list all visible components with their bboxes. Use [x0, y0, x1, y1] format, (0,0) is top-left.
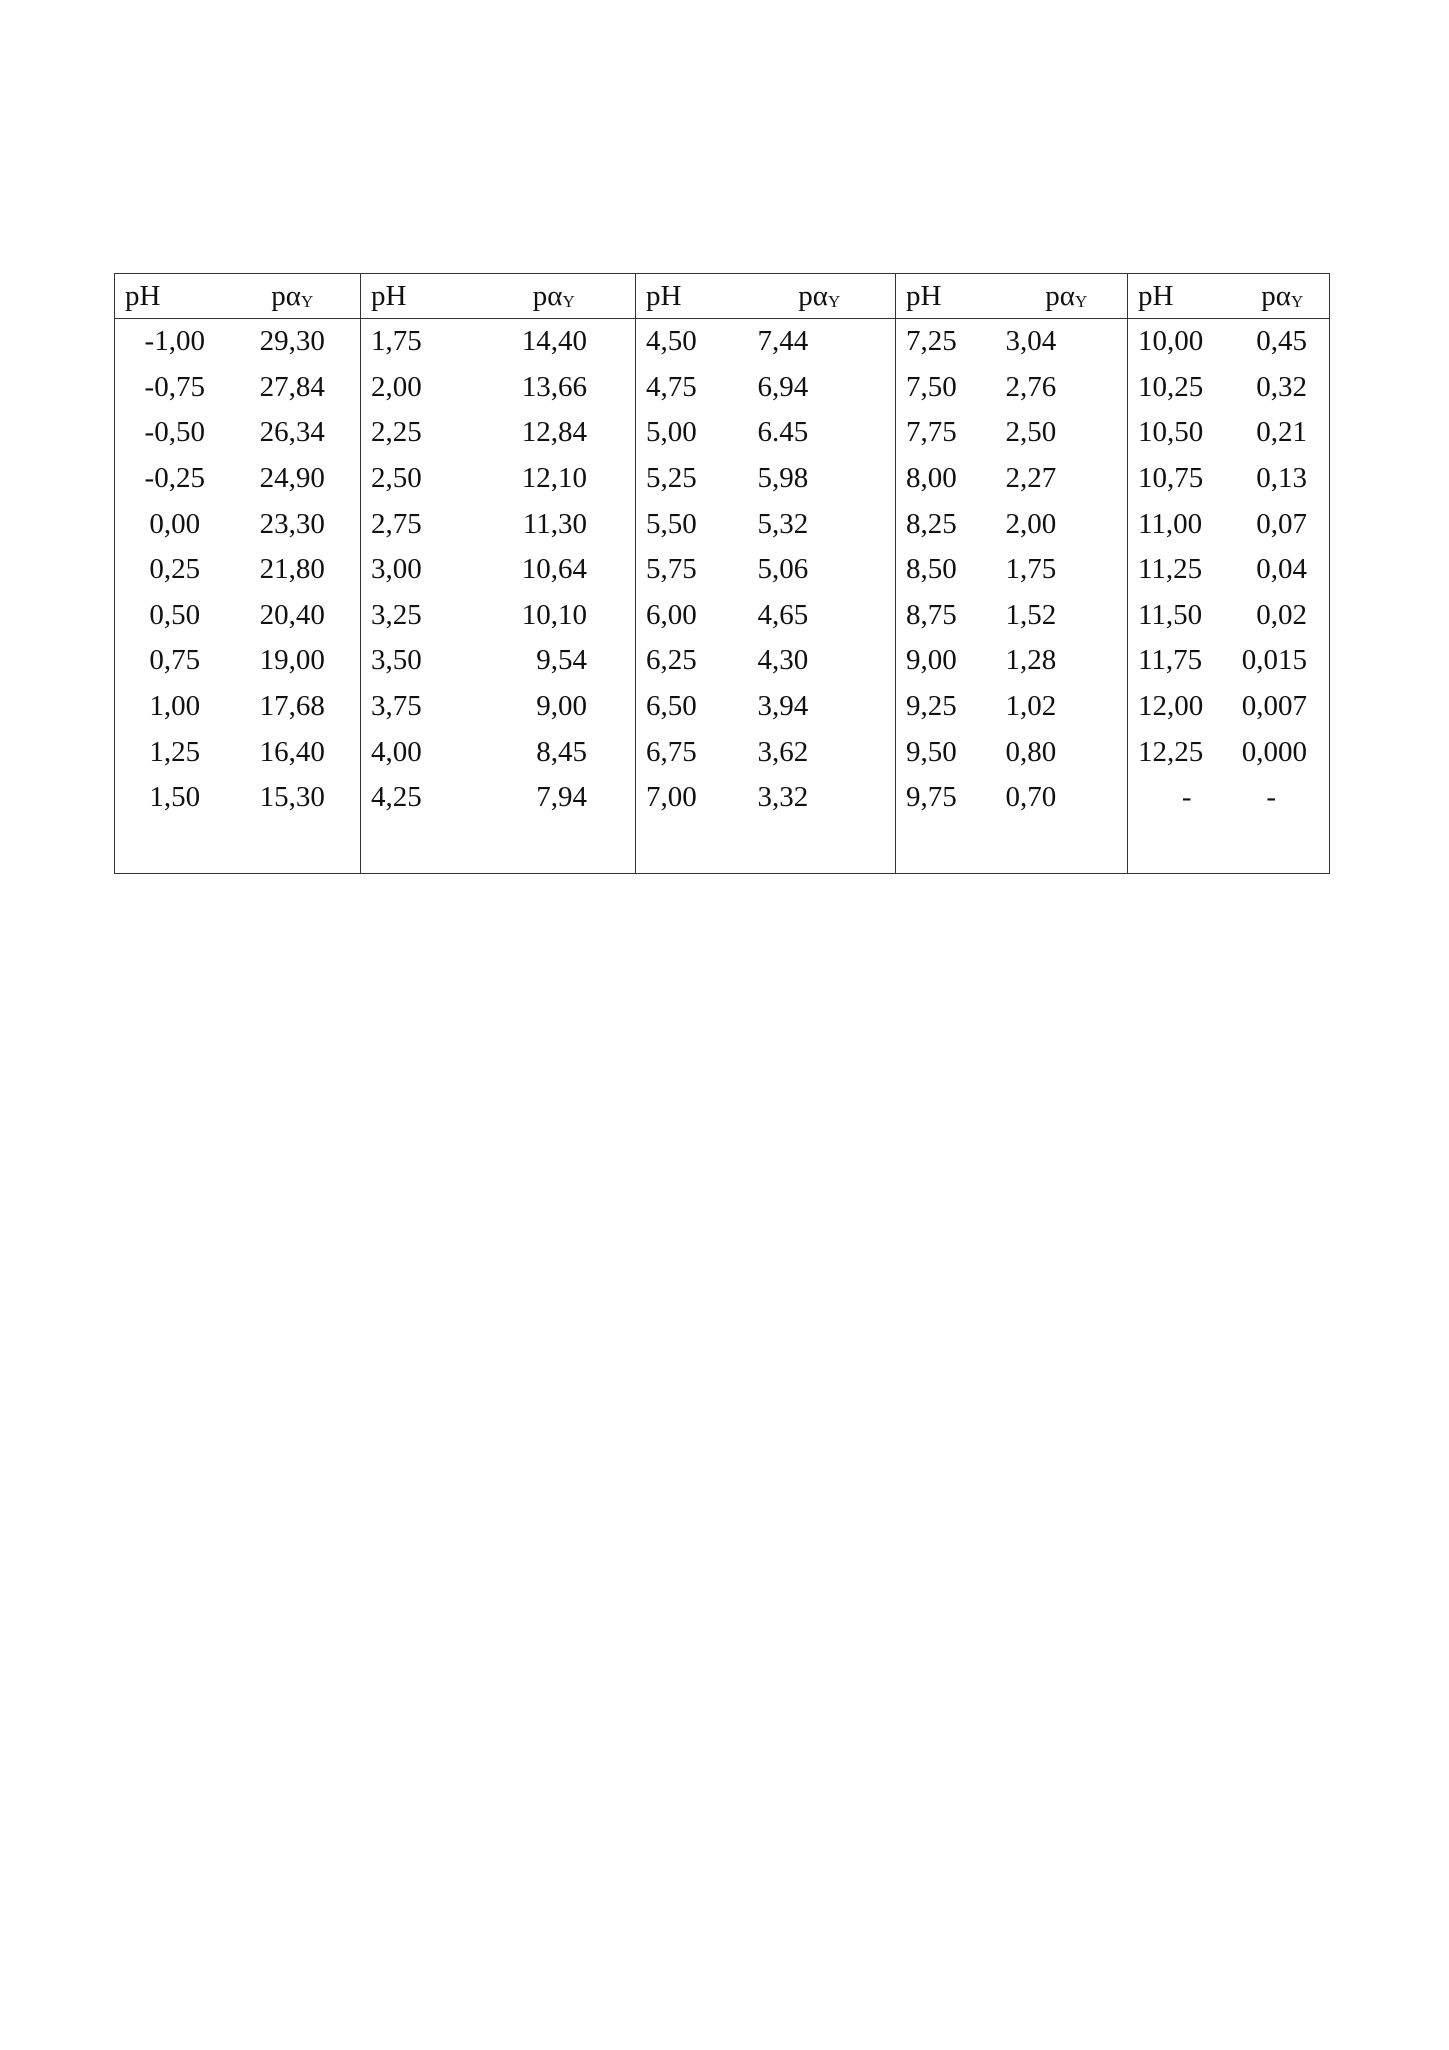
ph-value-cell: 6,25 — [636, 638, 744, 684]
header-ph-5: pH — [1128, 274, 1236, 319]
header-palpha-2 — [473, 274, 636, 319]
ph-value-cell: 2,00 — [361, 365, 473, 411]
palpha-value-cell: 0,13 — [1236, 456, 1330, 502]
ph-value-cell: 10,75 — [1128, 456, 1236, 502]
palpha-value-cell: 1,52 — [1005, 598, 1057, 631]
ph-value-cell: 4,25 — [361, 775, 473, 821]
ph-value-cell: 12,25 — [1128, 729, 1236, 775]
ph-value-cell: 9,00 — [896, 638, 1006, 684]
spacer-cell — [744, 821, 896, 874]
ph-value-cell: 2,25 — [361, 410, 473, 456]
ph-value-cell: 1,25 — [115, 729, 225, 775]
palpha-value-cell: 0,07 — [1236, 501, 1330, 547]
palpha-subscript: Y — [300, 291, 314, 311]
ph-value-cell: 7,75 — [896, 410, 1006, 456]
ph-value-cell: 3,75 — [361, 684, 473, 730]
header-ph-3: pH — [636, 274, 744, 319]
spacer-cell — [1128, 821, 1236, 874]
ph-value-cell: 0,00 — [115, 501, 225, 547]
ph-value-cell: 12,00 — [1128, 684, 1236, 730]
palpha-value-cell: 9,00 — [536, 690, 587, 723]
ph-value-cell: 1,50 — [115, 775, 225, 821]
table-row — [115, 410, 1330, 456]
ph-value-cell: 8,25 — [896, 501, 1006, 547]
palpha-value-cell: 0,32 — [1236, 365, 1330, 411]
ph-value-cell: -0,25 — [115, 456, 225, 502]
spacer-cell — [473, 821, 636, 874]
palpha-value-cell: 0,04 — [1236, 547, 1330, 593]
header-ph-4: pH — [896, 274, 1006, 319]
palpha-value-cell: 0,007 — [1236, 684, 1330, 730]
ph-value-cell: 7,00 — [636, 775, 744, 821]
ph-value-cell: 7,25 — [896, 319, 1006, 365]
table-row — [115, 593, 1330, 639]
palpha-value-cell: - — [1236, 775, 1330, 821]
ph-value-cell: 6,50 — [636, 684, 744, 730]
spacer-cell — [1236, 821, 1330, 874]
ph-value-cell: 11,50 — [1128, 593, 1236, 639]
palpha-value-cell: 12,84 — [521, 416, 587, 449]
palpha-value-cell: 16,40 — [259, 735, 325, 768]
ph-value-cell: 11,00 — [1128, 501, 1236, 547]
ph-value-cell: 3,25 — [361, 593, 473, 639]
spacer-cell — [115, 821, 225, 874]
ph-value-cell: 9,75 — [896, 775, 1006, 821]
palpha-value-cell: 3,94 — [757, 690, 809, 723]
palpha-value-cell: 0,21 — [1236, 410, 1330, 456]
table-row — [115, 319, 1330, 365]
palpha-value-cell: 10,64 — [521, 553, 587, 586]
palpha-value-cell: 2,76 — [1005, 370, 1057, 403]
ph-value-cell: 5,75 — [636, 547, 744, 593]
palpha-subscript: Y — [827, 291, 841, 311]
table-header-row — [115, 274, 1330, 319]
table-row — [115, 456, 1330, 502]
table-row — [115, 684, 1330, 730]
ph-value-cell: 6,00 — [636, 593, 744, 639]
palpha-value-cell: 1,75 — [1005, 553, 1057, 586]
ph-value-cell: 9,50 — [896, 729, 1006, 775]
ph-value-cell: -0,75 — [115, 365, 225, 411]
palpha-symbol: pα — [1261, 279, 1291, 312]
table-row — [115, 638, 1330, 684]
palpha-value-cell: 23,30 — [259, 507, 325, 540]
header-palpha-4 — [1006, 274, 1128, 319]
palpha-value-cell: 0,80 — [1005, 735, 1057, 768]
palpha-value-cell: 15,30 — [259, 781, 325, 814]
palpha-value-cell: 3,04 — [1005, 325, 1057, 358]
ph-value-cell: -1,00 — [115, 319, 225, 365]
ph-value-cell: 11,75 — [1128, 638, 1236, 684]
ph-value-cell: 4,50 — [636, 319, 744, 365]
ph-value-cell: -0,50 — [115, 410, 225, 456]
palpha-subscript: Y — [1290, 291, 1304, 311]
ph-value-cell: 11,25 — [1128, 547, 1236, 593]
palpha-symbol: pα — [271, 279, 301, 312]
palpha-value-cell: 0,000 — [1236, 729, 1330, 775]
table-row — [115, 775, 1330, 821]
table-row — [115, 729, 1330, 775]
palpha-value-cell: 9,54 — [536, 644, 587, 677]
ph-value-cell: 0,75 — [115, 638, 225, 684]
palpha-value-cell: 20,40 — [259, 598, 325, 631]
table-row — [115, 365, 1330, 411]
ph-value-cell: 0,50 — [115, 593, 225, 639]
ph-value-cell: 7,50 — [896, 365, 1006, 411]
palpha-value-cell: 27,84 — [259, 370, 325, 403]
palpha-value-cell: 11,30 — [522, 507, 587, 540]
palpha-symbol: pα — [532, 279, 563, 312]
palpha-value-cell: 4,65 — [757, 598, 809, 631]
palpha-value-cell: 3,32 — [757, 781, 809, 814]
palpha-value-cell: 6,94 — [757, 370, 809, 403]
ph-value-cell: 8,50 — [896, 547, 1006, 593]
header-ph-2: pH — [361, 274, 473, 319]
ph-value-cell: 5,50 — [636, 501, 744, 547]
ph-value-cell: 5,25 — [636, 456, 744, 502]
ph-value-cell: 10,50 — [1128, 410, 1236, 456]
ph-value-cell: 8,75 — [896, 593, 1006, 639]
palpha-value-cell: 4,30 — [757, 644, 809, 677]
palpha-value-cell: 6.45 — [757, 416, 809, 449]
ph-value-cell: 8,00 — [896, 456, 1006, 502]
palpha-value-cell: 3,62 — [757, 735, 809, 768]
palpha-value-cell: 2,00 — [1005, 507, 1057, 540]
palpha-value-cell: 19,00 — [259, 644, 325, 677]
palpha-value-cell: 0,02 — [1236, 593, 1330, 639]
header-ph-1: pH — [115, 274, 225, 319]
spacer-cell — [636, 821, 744, 874]
palpha-value-cell: 5,98 — [757, 462, 809, 495]
header-palpha-1 — [225, 274, 361, 319]
table-bottom-spacer — [115, 821, 1330, 874]
ph-value-cell: 0,25 — [115, 547, 225, 593]
palpha-value-cell: 0,45 — [1236, 319, 1330, 365]
palpha-value-cell: 1,28 — [1005, 644, 1057, 677]
ph-value-cell: 5,00 — [636, 410, 744, 456]
palpha-value-cell: 12,10 — [521, 462, 587, 495]
header-palpha-5 — [1236, 274, 1330, 319]
palpha-value-cell: 0,70 — [1005, 781, 1057, 814]
palpha-value-cell: 0,015 — [1236, 638, 1330, 684]
ph-value-cell: 2,75 — [361, 501, 473, 547]
palpha-value-cell: 21,80 — [259, 553, 325, 586]
palpha-value-cell: 1,02 — [1005, 690, 1057, 723]
ph-value-cell: 1,00 — [115, 684, 225, 730]
palpha-value-cell: 5,06 — [757, 553, 809, 586]
palpha-value-cell: 5,32 — [757, 507, 809, 540]
palpha-value-cell: 13,66 — [521, 370, 587, 403]
palpha-value-cell: 2,27 — [1005, 462, 1057, 495]
palpha-value-cell: 10,10 — [521, 598, 587, 631]
ph-value-cell: - — [1128, 775, 1236, 821]
palpha-value-cell: 24,90 — [259, 462, 325, 495]
ph-value-cell: 10,00 — [1128, 319, 1236, 365]
palpha-value-cell: 29,30 — [259, 325, 325, 358]
table-row — [115, 501, 1330, 547]
palpha-value-cell: 17,68 — [259, 690, 325, 723]
ph-value-cell: 3,00 — [361, 547, 473, 593]
table-row — [115, 547, 1330, 593]
ph-value-cell: 10,25 — [1128, 365, 1236, 411]
palpha-value-cell: 26,34 — [259, 416, 325, 449]
spacer-cell — [361, 821, 473, 874]
palpha-value-cell: 8,45 — [536, 735, 587, 768]
palpha-symbol: pα — [1045, 279, 1075, 312]
spacer-cell — [225, 821, 361, 874]
spacer-cell — [896, 821, 1006, 874]
ph-value-cell: 9,25 — [896, 684, 1006, 730]
ph-palpha-table — [114, 273, 1330, 874]
ph-value-cell: 1,75 — [361, 319, 473, 365]
palpha-value-cell: 2,50 — [1005, 416, 1057, 449]
ph-value-cell: 4,75 — [636, 365, 744, 411]
palpha-value-cell: 7,44 — [757, 325, 809, 358]
header-palpha-3 — [744, 274, 896, 319]
ph-value-cell: 4,00 — [361, 729, 473, 775]
palpha-subscript: Y — [1074, 291, 1088, 311]
palpha-subscript: Y — [562, 291, 575, 311]
palpha-value-cell: 14,40 — [521, 325, 587, 358]
palpha-value-cell: 7,94 — [536, 781, 587, 814]
ph-value-cell: 3,50 — [361, 638, 473, 684]
ph-value-cell: 6,75 — [636, 729, 744, 775]
palpha-symbol: pα — [798, 279, 828, 312]
spacer-cell — [1006, 821, 1128, 874]
ph-value-cell: 2,50 — [361, 456, 473, 502]
